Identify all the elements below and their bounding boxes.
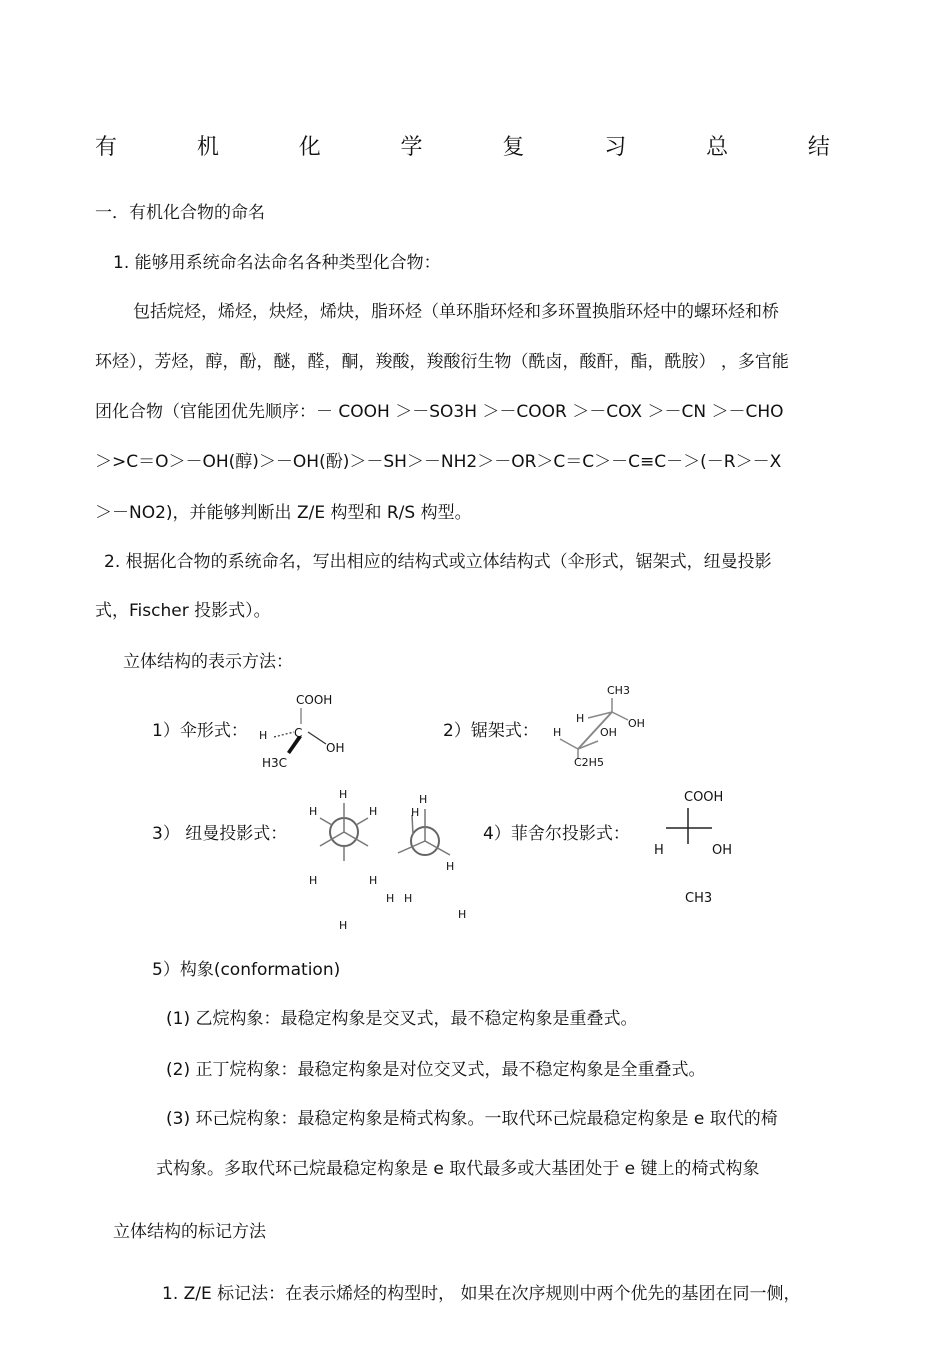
newman-h: H (411, 806, 420, 819)
conformation-item: 式构象。多取代环己烷最稳定构象是 e 取代最多或大基团处于 e 键上的椅式构象 (156, 1159, 760, 1179)
stereo-heading: 立体结构的表示方法： (123, 652, 293, 672)
paragraph-line: 环烃），芳烃，醇，酚，醚，醛，酮，羧酸，羧酸衍生物（酰卤，酸酐，酯，酰胺） ，多官能 (95, 352, 789, 372)
newman-h: H (309, 805, 318, 818)
sawhorse-oh-lower: OH (600, 726, 617, 739)
paragraph-line: 包括烷烃，烯烃，炔烃，烯炔，脂环烃（单环脂环烃和多环置换脂环烃中的螺环烃和桥 (133, 302, 779, 322)
title-char: 复 (502, 135, 525, 160)
newman-h: H (386, 892, 395, 905)
newman-h: H (369, 874, 378, 887)
fischer-left: H (654, 843, 664, 858)
sawhorse-top: CH3 (607, 684, 630, 697)
item2-title: 2. 根据化合物的系统命名，写出相应的结构式或立体结构式（伞形式，锯架式，纽曼投影 (104, 552, 772, 572)
paragraph-line: ＞－NO2)，并能够判断出 Z/E 构型和 R/S 构型。 (95, 503, 472, 523)
title-char: 习 (604, 135, 627, 160)
fischer-label: 4）菲舍尔投影式： (483, 824, 630, 844)
umbrella-left: H (259, 729, 268, 742)
umbrella-label: 1）伞形式： (152, 721, 248, 741)
ze-line: 1. Z/E 标记法：在表示烯烃的构型时， 如果在次序规则中两个优先的基团在同一侧， (162, 1284, 801, 1304)
newman-h: H (458, 908, 467, 921)
mark-heading: 立体结构的标记方法 (113, 1222, 266, 1242)
fischer-top: COOH (684, 790, 724, 805)
sawhorse-h: H (576, 712, 585, 725)
title-char: 结 (807, 135, 830, 160)
item1-title: 1. 能够用系统命名法命名各种类型化合物： (113, 253, 441, 273)
title-char: 总 (706, 135, 729, 160)
sawhorse-oh-upper: OH (628, 717, 645, 730)
sawhorse-label: 2）锯架式： (443, 721, 539, 741)
newman-h: H (404, 892, 413, 905)
title-char: 学 (400, 135, 423, 160)
fischer-bottom: CH3 (685, 891, 713, 906)
paragraph-line: 式，Fischer 投影式）。 (95, 601, 271, 621)
newman-h: H (339, 788, 348, 801)
sawhorse-h-lower: H (553, 726, 562, 739)
paragraph-line: 团化合物（官能团优先顺序：－ COOH ＞－SO3H ＞－COOR ＞－COX ＞－CN ＞－CHO (95, 402, 784, 422)
newman-h: H (369, 805, 378, 818)
conformation-item: (1) 乙烷构象：最稳定构象是交叉式，最不稳定构象是重叠式。 (166, 1009, 638, 1029)
newman-h: H (446, 860, 455, 873)
fischer-right: OH (712, 843, 733, 858)
conformation-item: (2) 正丁烷构象：最稳定构象是对位交叉式，最不稳定构象是全重叠式。 (166, 1060, 706, 1080)
umbrella-top-group: COOH (296, 693, 333, 707)
umbrella-bottom: H3C (262, 756, 288, 770)
umbrella-center: C (294, 726, 303, 740)
newman-h: H (339, 919, 348, 932)
conformation-label: 5）构象(conformation) (152, 960, 341, 980)
conformation-item: (3) 环己烷构象：最稳定构象是椅式构象。一取代环己烷最稳定构象是 e 取代的椅 (166, 1109, 778, 1129)
fischer-cross (664, 806, 724, 846)
page-title (95, 130, 830, 161)
newman-label: 3） 纽曼投影式： (152, 824, 288, 844)
section-heading: 一．有机化合物的命名 (95, 203, 265, 223)
newman-h: H (309, 874, 318, 887)
title-char: 有 (95, 135, 118, 160)
title-char: 化 (298, 135, 321, 160)
umbrella-right: OH (326, 741, 345, 755)
title-char: 机 (196, 135, 219, 160)
paragraph-line: ＞>C＝O＞－OH(醇)＞－OH(酚)＞－SH＞－NH2＞－OR＞C＝C＞－C≡C－＞(－R＞－X (95, 452, 782, 472)
sawhorse-bottom: C2H5 (574, 756, 604, 769)
newman-h: H (419, 793, 428, 806)
